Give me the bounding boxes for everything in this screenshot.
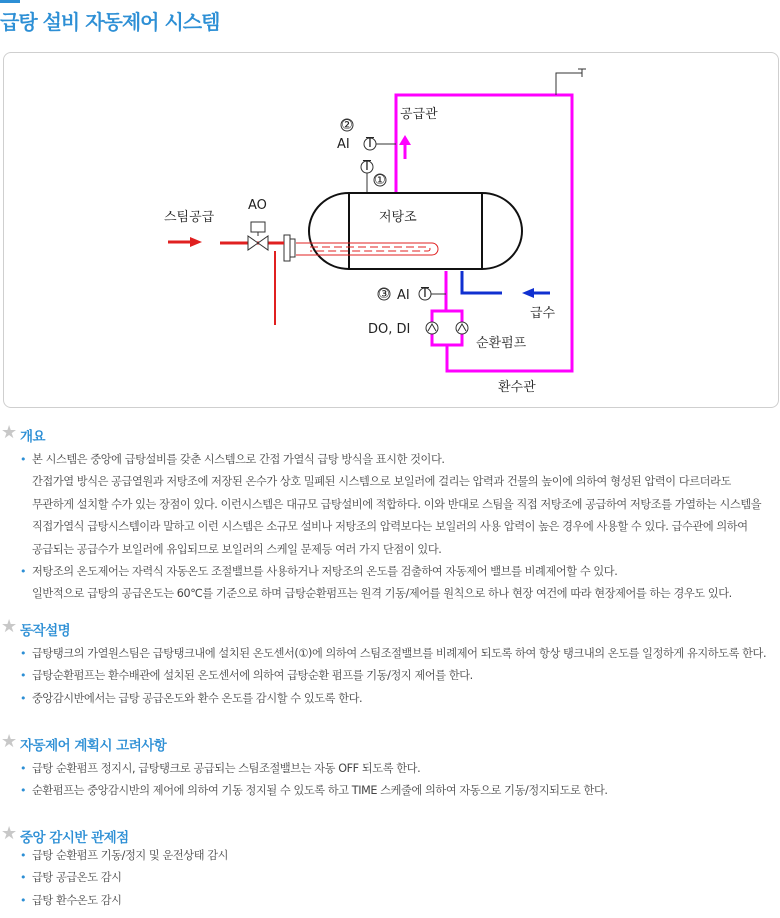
sensor-1-symbol: T (363, 159, 371, 174)
bullet-icon: • (20, 893, 27, 907)
list-item: • 급탕탱크의 가열원스팀은 급탕탱크내에 설치된 온도센서(①)에 의하여 스팀조절밸브를 비례제어 되도록 하여 항상 탱크내의 온도를 일정하게 유지하도록 한다. (0, 643, 780, 665)
sensor-3-symbol: T (421, 286, 429, 301)
section-title: 자동제어 계획시 고려사항 (20, 738, 167, 754)
diagram-svg (4, 53, 778, 407)
section-monitoring-points (0, 825, 780, 912)
bullet-icon: • (20, 453, 27, 466)
bullet-icon: • (20, 784, 27, 798)
bullet-icon: • (20, 762, 27, 775)
page-title: 급탕 설비 자동제어 시스템 (0, 10, 220, 34)
star-icon: ★ (1, 731, 18, 752)
coil-flange (284, 235, 295, 261)
bullet-icon: • (20, 647, 27, 660)
list-item: • 본 시스템은 중앙에 급탕설비를 갖춘 시스템으로 간접 가열식 급탕 방식을 표시한 것이다. 간접가열 방식은 공급열원과 저탕조에 저장된 온수가 상호 밀폐된 시스템으로 보일러에 걸리는 압력과 건물의 높이에 의하여 형성된 압력이 다르더라도 무관하게 설치할 수가 있는 장점이 있다. 이런시스템은 대규모 급탕설비에 적합하다. 이와 반대로 스팀을 직접 저탕조에 공급하여 저탕조를 가열하는 시스템을 직접가열식 급탕시스템이라 말하고 이런 시스템은 소규모 설비나 저탕조의 압력보다는 보일러의 사용 압력이 높은 경우에 사용할 수 있다. 급수관에 의하여 공급되는 공급수가 보일러에 유입되므로 보일러의 스케일 문제등 여러 가지 단점이 있다. (0, 449, 780, 561)
circulation-pump-label: 순환펌프 (476, 336, 527, 351)
number-label-3: ③ (378, 287, 390, 302)
section-considerations (0, 733, 780, 803)
supply-arrow (399, 135, 411, 159)
title-accent-bar (0, 0, 20, 3)
steam-supply-pipe (168, 237, 284, 325)
feed-water-pipe (462, 271, 550, 298)
bullet-icon: • (20, 871, 27, 885)
circulation-pumps (426, 322, 468, 334)
section-title: 개요 (20, 429, 46, 445)
list-item: • 급탕 환수온도 감시 (0, 890, 780, 912)
return-pipe-label: 환수관 (498, 380, 536, 395)
list-item: • 급탕 공급온도 감시 (0, 867, 780, 889)
bullet-icon: • (20, 691, 27, 705)
do-di-label: DO, DI (368, 322, 411, 337)
section-title: 중앙 감시반 관제점 (20, 830, 129, 846)
section-overview (0, 424, 780, 606)
feed-water-label: 급수 (530, 306, 556, 321)
section-title: 동작설명 (20, 623, 71, 639)
bullet-icon: • (20, 669, 27, 683)
bullet-icon: • (20, 849, 27, 862)
star-icon: ★ (1, 422, 18, 443)
tank-label: 저탕조 (379, 210, 417, 225)
ao-label: AO (248, 198, 267, 213)
number-label-1: ① (374, 173, 386, 188)
list-item: • 급탕 순환펌프 기동/정지 및 운전상태 감시 (0, 845, 780, 867)
steam-supply-label: 스팀공급 (164, 210, 215, 225)
bullet-icon: • (20, 565, 27, 579)
ai-3-label: AI (397, 288, 410, 303)
section-operation (0, 618, 780, 710)
list-item: • 순환펌프는 중앙감시반의 제어에 의하여 기동 정지될 수 있도록 하고 TIME 스케줄에 의하여 자동으로 기동/정지되도로 한다. (0, 780, 780, 802)
number-label-2: ② (341, 118, 353, 133)
list-item: • 급탕순환펌프는 환수배관에 설치된 온도센서에 의하여 급탕순환 펌프를 기동/정지 제어를 한다. (0, 665, 780, 687)
ai-2-label: AI (337, 137, 350, 152)
list-item: • 급탕 순환펌프 정지시, 급탕탱크로 공급되는 스팀조절밸브는 자동 OFF 되도록 한다. (0, 758, 780, 780)
vent-pipe (556, 73, 582, 95)
list-item: • 중앙감시반에서는 급탕 공급온도와 환수 온도를 감시할 수 있도록 한다. (0, 688, 780, 710)
supply-pipe-label: 공급관 (400, 107, 438, 122)
system-diagram (3, 52, 779, 408)
sensor-2-symbol: T (366, 136, 374, 151)
star-icon: ★ (1, 823, 18, 844)
star-icon: ★ (1, 616, 18, 637)
list-item: • 저탕조의 온도제어는 자력식 자동온도 조절밸브를 사용하거나 저탕조의 온도를 검출하여 자동제어 밸브를 비례제어할 수 있다. 일반적으로 급탕의 공급온도는 60℃를 기준으로 하며 급탕순환펌프는 원격 기동/제어를 원칙으로 하나 현장 여건에 따라 현장제어를 하는 경우도 있다. (0, 561, 780, 606)
storage-tank (309, 193, 522, 269)
steam-control-valve (248, 222, 268, 250)
